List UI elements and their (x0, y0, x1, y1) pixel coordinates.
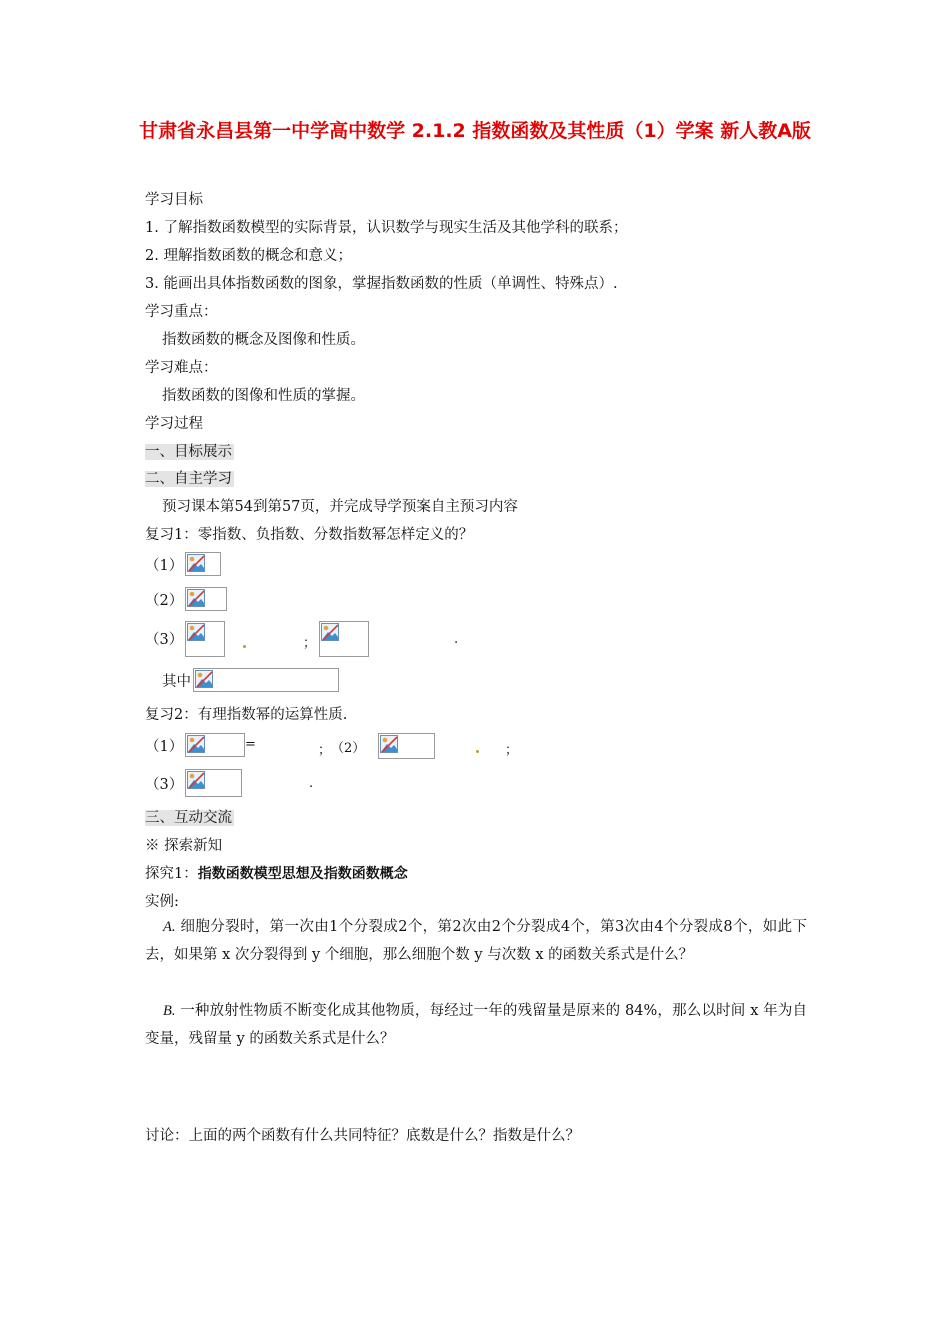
broken-image-icon (187, 589, 205, 607)
key-points-heading: 学习重点： (145, 304, 218, 320)
section-self-study: 二、自主学习 (145, 471, 232, 487)
process-heading: 学习过程 (145, 416, 203, 432)
probe-title: 指数函数模型思想及指数函数概念 (197, 866, 408, 882)
example-a-text: 细胞分裂时，第一次由1个分裂成2个，第2次由2个分裂成4个，第3次由4个分裂成8个，如此下去，如果第 x 次分裂得到 y 个细胞，那么细胞个数 y 与次数 x 的函数关系式是什么？ (145, 919, 807, 963)
review2-n3: （3） (145, 777, 184, 793)
examples-label: 实例: (145, 894, 179, 910)
formula-image (185, 552, 221, 576)
formula-image (185, 769, 242, 797)
goals-heading: 学习目标 (145, 192, 203, 208)
goal-item-2: 2. 理解指数函数的概念和意义； (145, 248, 352, 264)
review1-n3: （3） (145, 632, 184, 648)
page-title: 甘肃省永昌县第一中学高中数学 2.1.2 指数函数及其性质（1）学案 新人教A版 (139, 120, 811, 142)
where-label: 其中 (162, 674, 191, 690)
review2-question: 复习2：有理指数幂的运算性质. (145, 707, 348, 723)
example-b (145, 997, 807, 1053)
broken-image-icon (187, 554, 205, 572)
review2-n1: （1） (145, 739, 184, 755)
goal-item-3: 3. 能画出具体指数函数的图象，掌握指数函数的性质（单调性、特殊点）. (145, 276, 618, 292)
example-a-letter: A. (163, 919, 176, 935)
broken-image-icon (187, 735, 205, 753)
formula-image (378, 733, 435, 759)
difficulties-text: 指数函数的图像和性质的掌握。 (162, 388, 365, 404)
period: . (309, 776, 314, 791)
equals-sign: = (245, 737, 256, 752)
new-knowledge-label: ※ 探索新知 (145, 838, 223, 854)
preview-text: 预习课本第54到第57页，并完成导学预案自主预习内容 (162, 499, 518, 515)
example-b-letter: B. (163, 1003, 176, 1019)
broken-image-icon (187, 623, 205, 641)
broken-image-icon (195, 670, 213, 688)
semicolon: ； (318, 743, 332, 758)
key-points-text: 指数函数的概念及图像和性质。 (162, 332, 365, 348)
probe-heading (145, 864, 408, 884)
probe-prefix: 探究1： (145, 866, 198, 882)
discussion-text: 讨论：上面的两个函数有什么共同特征？底数是什么？指数是什么？ (145, 1128, 580, 1144)
review1-n2: （2） (145, 593, 184, 609)
section-goal-display: 一、目标展示 (145, 444, 232, 460)
formula-image (185, 621, 225, 657)
example-a (145, 913, 807, 969)
semicolon: ； (303, 636, 317, 651)
difficulties-heading: 学习难点： (145, 360, 218, 376)
broken-image-icon (321, 623, 339, 641)
formula-image (185, 587, 227, 611)
section-interaction: 三、互动交流 (145, 810, 232, 826)
formula-image (185, 733, 245, 757)
example-b-text: 一种放射性物质不断变化成其他物质，每经过一年的残留量是原来的 84%，那么以时间 x 年为自变量，残留量 y 的函数关系式是什么？ (145, 1003, 808, 1047)
semicolon: ； (505, 743, 519, 758)
review1-question: 复习1：零指数、负指数、分数指数幂怎样定义的？ (145, 527, 474, 543)
formula-image (319, 621, 369, 657)
broken-image-icon (380, 735, 398, 753)
goal-item-1: 1. 了解指数函数模型的实际背景，认识数学与现实生活及其他学科的联系； (145, 220, 628, 236)
formula-image (193, 668, 339, 692)
review1-n1: （1） (145, 558, 184, 574)
period: . (454, 632, 459, 647)
review2-n2: （2） (331, 741, 366, 756)
broken-image-icon (187, 771, 205, 789)
